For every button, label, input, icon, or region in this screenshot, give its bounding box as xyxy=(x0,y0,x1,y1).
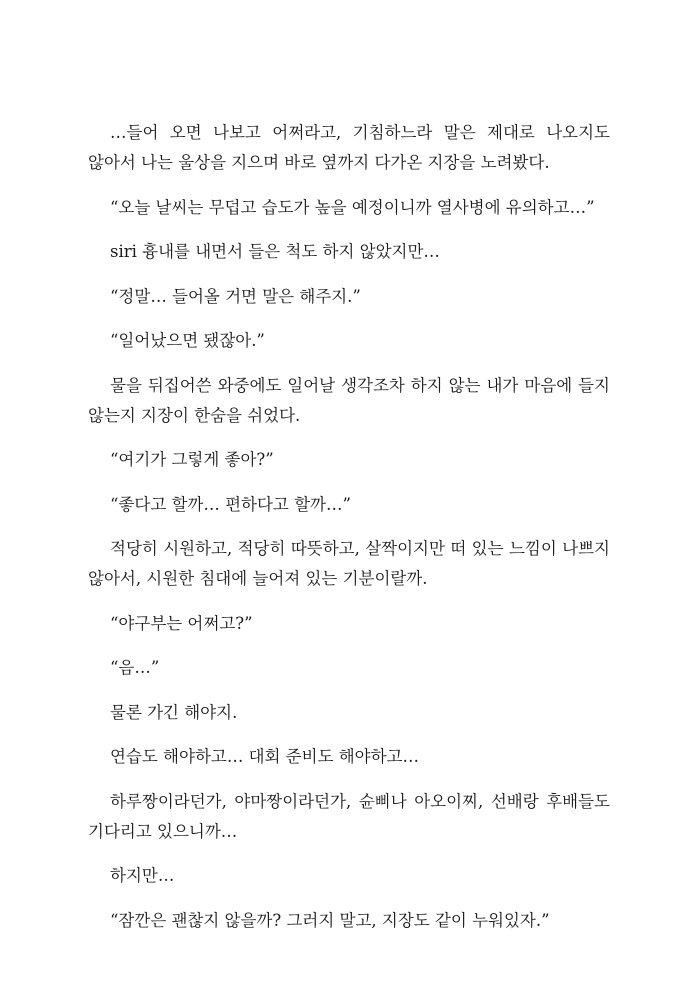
paragraph: 적당히 시원하고, 적당히 따뜻하고, 살짝이지만 떠 있는 느낌이 나쁘지 않아서, 시원한 침대에 늘어져 있는 기분이랄까. xyxy=(88,539,610,588)
paragraph: 하지만… xyxy=(110,866,175,885)
paragraph: “야구부는 어쩌고?” xyxy=(110,613,253,633)
paragraph: …들어 오면 나보고 어쩌라고, 기침하느라 말은 제대로 나오지도 않아서 나는 울상을 지으며 바로 옆까지 다가온 지장을 노려봤다. xyxy=(88,123,610,172)
paragraph: 하루짱이라던가, 야마짱이라던가, 슌삐나 아오이찌, 선배랑 후배들도 기다리고 있으니까… xyxy=(88,791,610,841)
paragraph: 연습도 해야하고… 대회 준비도 해야하고… xyxy=(110,747,420,766)
paragraph: “일어났으면 됐잖아.” xyxy=(110,331,265,350)
paragraph: siri 흉내를 내면서 들은 척도 하지 않았지만… xyxy=(110,242,440,261)
paragraph: “음…” xyxy=(110,658,160,677)
paragraph: “여기가 그렇게 좋아?” xyxy=(110,450,274,469)
paragraph: “정말… 들어올 거면 말은 해주지.” xyxy=(110,286,361,306)
paragraph: 물을 뒤집어쓴 와중에도 일어날 생각조차 하지 않는 내가 마음에 들지 않는지 지장이 한숨을 쉬었다. xyxy=(88,375,610,425)
paragraph: “오늘 날씨는 무덥고 습도가 높을 예정이니까 열사병에 유의하고…” xyxy=(110,197,595,217)
paragraph: “좋다고 할까… 편하다고 할까…” xyxy=(110,494,351,514)
paragraph: 물론 가긴 해야지. xyxy=(110,702,238,722)
paragraph: “잠깐은 괜찮지 않을까? 그러지 말고, 지장도 같이 누워있자.” xyxy=(110,910,550,930)
document-body xyxy=(88,118,610,950)
